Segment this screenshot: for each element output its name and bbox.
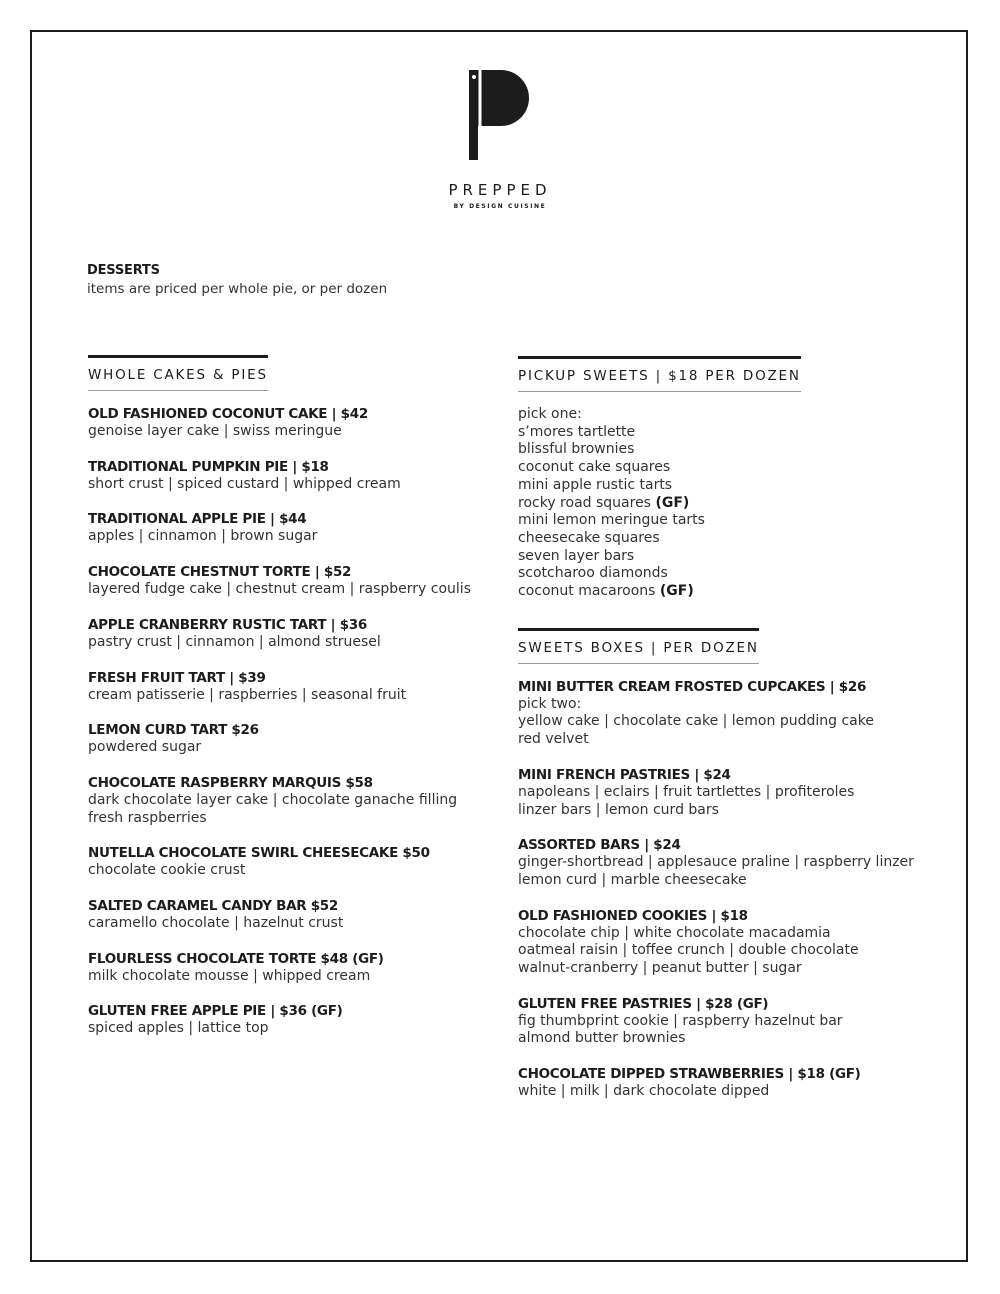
list-item	[518, 441, 918, 459]
item-description: caramello chocolate | hazelnut crust	[88, 915, 344, 932]
right-column	[518, 356, 918, 1118]
menu-item	[88, 950, 488, 986]
menu-item	[88, 563, 488, 599]
brand-tagline: BY DESIGN CUISINE	[453, 203, 547, 210]
item-description: spiced apples | lattice top	[88, 1020, 269, 1037]
item-description: dark chocolate layer cake | chocolate ganache filling fresh raspberries	[88, 791, 458, 826]
page-title: DESSERTS	[87, 263, 160, 278]
item-title: GLUTEN FREE APPLE PIE | $36 (GF)	[88, 1003, 343, 1020]
menu-item	[518, 836, 918, 889]
item-description: apples | cinnamon | brown sugar	[88, 528, 318, 545]
item-name: rocky road squares	[518, 494, 656, 511]
item-title: GLUTEN FREE PASTRIES | $28 (GF)	[518, 995, 769, 1012]
item-title: ASSORTED BARS | $24	[518, 837, 681, 854]
item-name: s’mores tartlette	[518, 423, 636, 440]
item-title: SALTED CARAMEL CANDY BAR $52	[88, 898, 338, 915]
item-title: FRESH FRUIT TART | $39	[88, 669, 266, 686]
item-description: pick two: yellow cake | chocolate cake | lemon pudding cake red velvet	[518, 695, 874, 748]
item-description: pastry crust | cinnamon | almond struesel	[88, 633, 381, 650]
menu-item	[518, 995, 918, 1048]
menu-item	[518, 766, 918, 819]
item-description: cream patisserie | raspberries | seasonal fruit	[88, 686, 407, 703]
list-item	[518, 583, 918, 601]
item-title: CHOCOLATE CHESTNUT TORTE | $52	[88, 564, 352, 581]
menu-item	[88, 405, 488, 441]
list-item	[518, 512, 918, 530]
list-item	[518, 495, 918, 513]
menu-item	[518, 678, 918, 749]
sweets-boxes-section	[518, 628, 918, 1101]
pick-instruction: pick one:	[518, 406, 582, 422]
list-item	[518, 477, 918, 495]
item-title: NUTELLA CHOCOLATE SWIRL CHEESECAKE $50	[88, 845, 430, 862]
menu-item	[88, 897, 488, 933]
intro	[87, 262, 387, 298]
section-heading: WHOLE CAKES & PIES	[88, 355, 268, 391]
menu-list	[88, 405, 488, 1038]
item-description: ginger-shortbread | applesauce praline | raspberry linzer lemon curd | marble cheesecake	[518, 854, 914, 888]
item-name: coconut cake squares	[518, 459, 671, 476]
brand-name: PREPPED	[448, 181, 552, 199]
item-title: TRADITIONAL PUMPKIN PIE | $18	[88, 458, 329, 475]
menu-item	[88, 721, 488, 757]
section-heading: SWEETS BOXES | PER DOZEN	[518, 628, 759, 664]
item-title: OLD FASHIONED COOKIES | $18	[518, 907, 748, 924]
item-title: MINI FRENCH PASTRIES | $24	[518, 766, 731, 783]
pricing-note: items are priced per whole pie, or per dozen	[87, 281, 388, 297]
menu-item	[88, 774, 488, 827]
item-title: OLD FASHIONED COCONUT CAKE | $42	[88, 406, 368, 422]
item-description: white | milk | dark chocolate dipped	[518, 1083, 770, 1100]
item-description: short crust | spiced custard | whipped cream	[88, 475, 401, 492]
item-description: napoleans | eclairs | fruit tartlettes | profiteroles linzer bars | lemon curd bars	[518, 783, 855, 818]
item-description: layered fudge cake | chestnut cream | raspberry coulis	[88, 581, 471, 598]
list-item	[518, 424, 918, 442]
menu-item	[88, 616, 488, 652]
prepped-logo-icon	[465, 68, 535, 162]
item-description: milk chocolate mousse | whipped cream	[88, 967, 371, 984]
menu-item	[88, 458, 488, 494]
item-name: coconut macaroons	[518, 583, 660, 600]
item-name: blissful brownies	[518, 441, 635, 458]
item-title: APPLE CRANBERRY RUSTIC TART | $36	[88, 616, 367, 633]
item-title: TRADITIONAL APPLE PIE | $44	[88, 511, 307, 528]
menu-item	[88, 510, 488, 546]
item-title: FLOURLESS CHOCOLATE TORTE $48 (GF)	[88, 950, 384, 967]
item-name: cheesecake squares	[518, 529, 660, 546]
item-name: scotcharoo diamonds	[518, 565, 668, 582]
item-description: chocolate cookie crust	[88, 862, 246, 879]
item-description: genoise layer cake | swiss meringue	[88, 423, 342, 439]
item-name: mini lemon meringue tarts	[518, 512, 705, 529]
list-item	[518, 530, 918, 548]
gluten-free-tag: (GF)	[655, 494, 690, 511]
menu-item	[518, 907, 918, 978]
menu-item	[88, 844, 488, 880]
list-item	[518, 548, 918, 566]
pickup-list	[518, 406, 918, 601]
menu-list	[518, 678, 918, 1101]
gluten-free-tag: (GF)	[659, 583, 694, 600]
item-description: fig thumbprint cookie | raspberry hazelnut bar almond butter brownies	[518, 1012, 843, 1047]
whole-cakes-section	[88, 355, 488, 1055]
item-name: mini apple rustic tarts	[518, 476, 673, 493]
item-title: CHOCOLATE DIPPED STRAWBERRIES | $18 (GF)	[518, 1066, 861, 1083]
menu-item	[88, 669, 488, 705]
section-heading: PICKUP SWEETS | $18 PER DOZEN	[518, 356, 801, 392]
item-title: MINI BUTTER CREAM FROSTED CUPCAKES | $26	[518, 678, 867, 695]
item-name: seven layer bars	[518, 547, 635, 564]
item-description: chocolate chip | white chocolate macadamia oatmeal raisin | toffee crunch | double chocolate walnut-cranberry | peanut butter | sugar	[518, 924, 859, 977]
list-item	[518, 459, 918, 477]
list-item	[518, 565, 918, 583]
menu-item	[518, 1065, 918, 1101]
item-title: LEMON CURD TART $26	[88, 722, 259, 739]
item-title: CHOCOLATE RASPBERRY MARQUIS $58	[88, 774, 373, 791]
pickup-sweets-section	[518, 356, 918, 601]
menu-item	[88, 1002, 488, 1038]
item-description: powdered sugar	[88, 739, 202, 756]
